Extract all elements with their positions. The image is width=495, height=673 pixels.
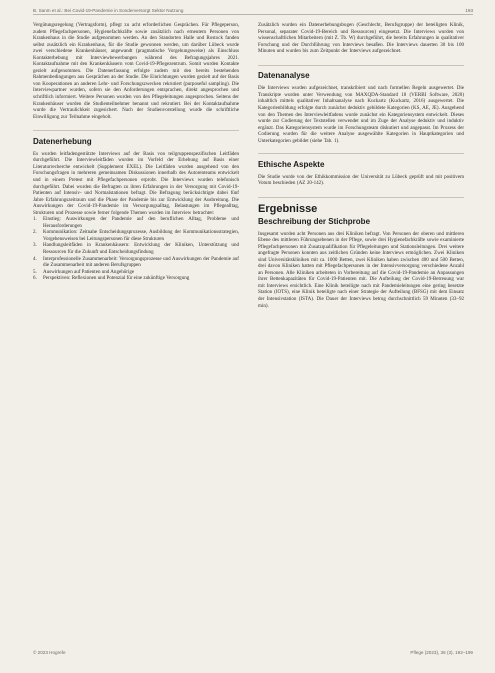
- heading-datenanalyse: Datenanalyse: [258, 71, 310, 81]
- heading-beschreibung-stichprobe: Beschreibung der Stichprobe: [258, 216, 371, 226]
- list-item: 3. Handlungsleitfäden in Krankenhäusern: Entwicklung der Kliniken, Unterstützung und Ressourcen für die Zukunft und Entscheidungsfindung: [33, 242, 239, 255]
- section-divider: [33, 130, 239, 131]
- right-paragraph-4: Insgesamt wurden acht Personen aus drei Kliniken befragt. Von Personen der oberen und mittleren Ebene des mittleren Führungsebenen in der Pflege, sowie drei Hygienefachkräfte sowie examinierte Pflegefachpersonen mit Zusatzqualifikation für Pflegeleitungen und Stationsleitungen. Drei weitere angefragte Personen konnten aus zeitlichen Gründen keine Interviews ermöglichen. Zwei Kliniken sind Universitätskliniken mit ca. 1000 Betten, zwei Kliniken haben zwischen 400 und 500 Betten, drei davon Kliniken hatten mit Pflegefachpersonen in der Intensivversorgung verschiedene Anzahl an Personen. Alle Kliniken arbeiteten in Vorbereitung auf die Covid-19-Pandemie an Anpassungen ihrer Bettenkapazitäten für Covid-19-Patienten mit. Die Aufteilung der Covid-19-Betreuung war mit Interviews ersichtlich. Eine Klinik beteiligte nach mit Pandemieleitungen eine gering besetzte Station (IOTS), eine Klinik beteiligte nach einer Strategie der Aufteilung (BFSG) mit dem Einsatz der Intensivstation (ISTA). Die Dauer der Interviews betrug durchschnittlich 59 Minuten (33–92 min).: [258, 230, 464, 309]
- list-item: 4. Interprofessionelle Zusammenarbeit: Versorgungsprozesse und Auswirkungen der Pandemie auf die Zusammenarbeit mit anderen Berufsgruppen: [33, 255, 239, 269]
- header-rule: [33, 14, 473, 15]
- section-divider: [258, 153, 464, 154]
- right-paragraph-1: Zusätzlich wurden ein Datenerhebungsbogen (Geschlecht, Berufsgruppe) der beteiligten Klinik, Personal, separater Covid-19-Bereich und Ressourcen) eingesetzt. Die Interviews wurden von wissenschaftlichen Mitarbeitern (mit Z. Tb. W) durchgeführt, die bereits Erfahrungen in qualitativer Forschung und der Durchführung von Interviews besaßen. Die Interviews dauerten 30 bis 100 Minuten und wurden bis zum Zeitpunkt der Interviews aufgezeichnet.: [258, 22, 464, 55]
- right-paragraph-3: Die Studie wurde von der Ethikkommission der Universität zu Lübeck geprüft und mit positivem Votum beschieden (AZ 20-142).: [258, 173, 464, 187]
- list-item: 1. Einstieg: Auswirkungen der Pandemie auf den beruflichen Alltag, Probleme und Herausforderungen: [33, 216, 239, 229]
- running-head: [33, 8, 473, 13]
- page-footer: [33, 650, 473, 655]
- left-paragraph-1: Vergütungsregelung (Vertragsform), pflegt zu acht erforderlichen Gesprächen. Für Pflegeperson, zudem Pflegefachpersonen, Hygienefachkräfte sowie zusätzlich nach erneutem Personen von Krankenhaus in die Studie aufgenommen werden. An den Standorten Halle und Rostock fanden selbst zusätzlich ein Krankenhaus, für die Studie gewonnen werden, um darüber Lübeck wurde zwei verschiedene Krankenhäuser, angewandt (pragmatische Vorgehungsweise) als Einschluss Kontakterhebung mit Interviewbewerbungen während des Befragungsjahres 2021. Kontaktaufnahme mit den Krankenhäusern vom Covid-19-Pflegezentrum. Somit wurden Kontakte gezielt aufgenommen. Die Datenerfassung erfolgte zudem mit den bereits bestehenden Rahmenbedingungen aus Gesprächen an der Studie. Die Einrichtungen wurden gezielt auf der Basis von Kooperationen an anderen Lehr- und Forschungszwecken rekrutiert (purposeful sampling). Die Interviewpartner wurden, sofern sie den Anforderungen entsprachen, direkt angesprochen und schriftlich informiert. Weitere Personen wurden von den Pflegeleitungen angesprochen. Seitens der Krankenhäuser wurden die Studienteilnehmer benannt und rekrutiert. Bei der Kontaktaufnahme wurde die Vertraulichkeit zugesichert. Nach der Studienvorstellung wurde die schriftliche Einwilligung zur Teilnahme eingeholt.: [33, 22, 239, 120]
- list-item: 5. Auswirkungen auf Patienten und Angehörige: [33, 268, 135, 275]
- right-column: [258, 22, 464, 309]
- heading-ethische-aspekte: Ethische Aspekte: [258, 159, 325, 169]
- footer-copyright: © 2023 Hogrefe: [33, 650, 66, 655]
- list-item: 2. Kommunikation: Zeitnahe Entscheidungsprozesse, Ausbildung der Kommunikationsstrategien, Vorgehensweisen bei Leitungspersonen für diese Strukturen: [33, 229, 239, 242]
- list-item: 6. Perspektiven: Reflexionen und Potenzial für eine zukünftige Versorgung: [33, 275, 190, 282]
- page-number: 193: [465, 8, 473, 13]
- topic-list: [33, 216, 239, 281]
- section-divider: [258, 65, 464, 66]
- footer-citation: Pflege (2023), 36 (3), 192–199: [410, 650, 473, 655]
- right-paragraph-2: Die Interviews wurden aufgezeichnet, transkribiert und nach formellen Regeln ausgewertet. Die Transkripte wurden unter Verwendung von MAXQDA-Standard 18 (VERBI Software, 2020) inhaltlich mittels qualitativer Inhaltsanalyse nach Kuckartz (Kuckartz, 2016) ausgewertet. Die Kategorienbildung erfolgte durch zunächst deduktiv gebildete Kategorien (KS, AE, JE). Ausgehend von den Themen des Interviewleitfadens wurde zunächst ein Kategoriensystem entwickelt. Dieses wurde zur Codierung der Textstellen verwendet und im Zuge der Analyse deduktiv und induktiv ergänzt. Das Kategoriensystem wurde im Forschungsteam diskutiert und angepasst. Im Prozess der Codierung wurden für die weitere Analyse ausgewählte Kategorien in Hauptkategorien und Unterkategorien gebildet (siehe Tab. 1).: [258, 85, 464, 144]
- left-column: [33, 22, 239, 282]
- section-divider: [258, 197, 464, 198]
- heading-ergebnisse: Ergebnisse: [258, 202, 318, 215]
- left-paragraph-2: Es wurden leitfadengestützte Interviews auf der Basis von teilgruppenspezifischen Leitfäden durchgeführt. Die Interviewleitfäden wurden im Vorfeld der Erhebung auf Basis einer Literaturrecherche entwickelt (Supplement EXEL). Die Leitfäden wurden ausgehend von den Forschungsfragen in mehreren gemeinsamen Diskussionen innerhalb des Autorenteams entwickelt und in einem Pretest mit Pflegefachpersonen erprobt. Die Interviews wurden telefonisch durchgeführt. Dabei wurden die Befragten zu ihren Erfahrungen in der Versorgung mit Covid-19-Patienten auf Intensiv- und Normalstationen befragt. Die Befragung berücksichtigte dabei fünf Jahre Erfahrungszeitraum und die Phase der Pandemie bis zur Entwicklung der Ausbreitung. Die Auswirkungen der Covid-19-Pandemie im Versorgungsalltag, Belastungen im Pflegealltag, Strukturen und Prozesse sowie ferner folgende Themen wurden im Interview betrachtet:: [33, 150, 239, 216]
- running-head-text: B. Sanm et al.: Bei Covid-19-Pandemie in Sonderversorgt Sektor Nutzung: [33, 8, 184, 13]
- heading-datenerhebung: Datenerhebung: [33, 136, 92, 146]
